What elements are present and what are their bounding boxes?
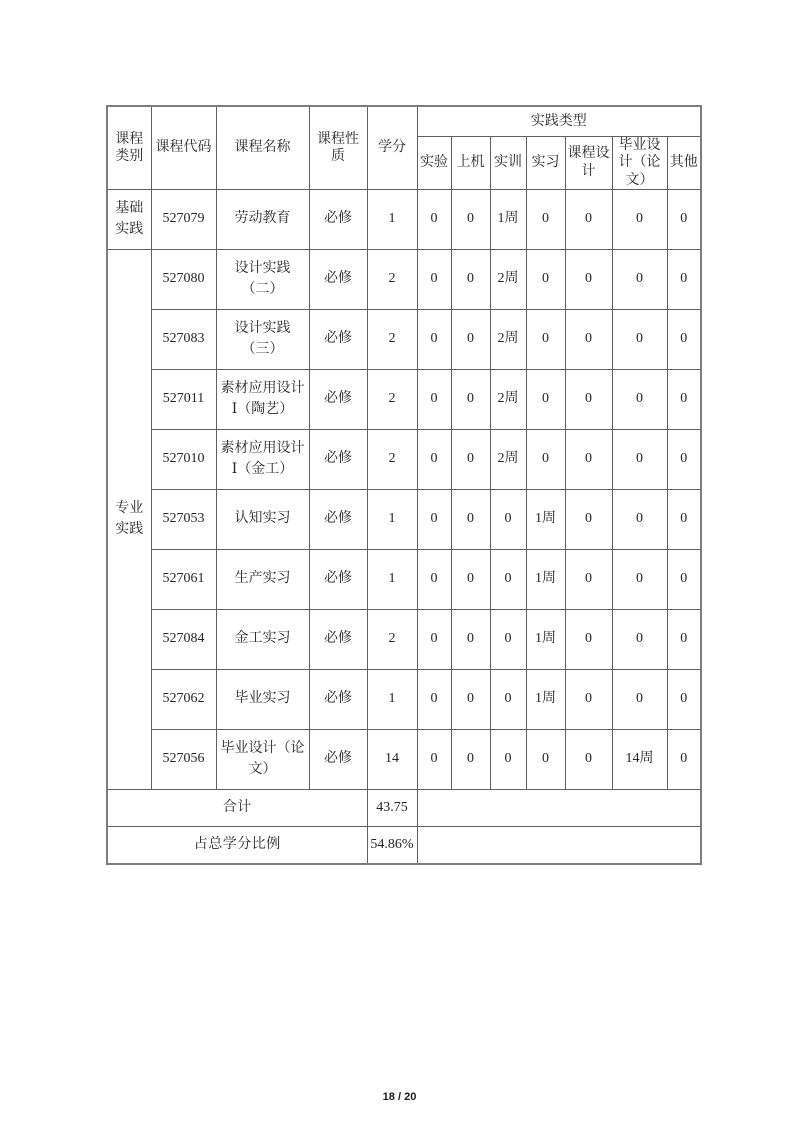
practice-cell: 0 [417,250,451,310]
practice-cell: 0 [565,610,612,670]
practice-cell: 0 [417,670,451,730]
table-row [107,730,701,790]
practice-cell: 0 [612,250,667,310]
practice-cell: 2周 [490,250,526,310]
practice-cell: 0 [451,310,490,370]
practice-cell: 0 [490,730,526,790]
credits-cell: 1 [367,670,417,730]
practice-cell: 0 [490,610,526,670]
course-name-cell: 毕业实习 [216,670,309,730]
nature-cell: 必修 [309,190,367,250]
nature-cell: 必修 [309,370,367,430]
course-code-cell: 527079 [151,190,216,250]
practice-cell: 0 [667,310,701,370]
practice-cell: 0 [667,730,701,790]
practice-cell: 0 [565,550,612,610]
practice-cell: 0 [565,430,612,490]
course-code-cell: 527083 [151,310,216,370]
course-name-cell: 生产实习 [216,550,309,610]
credits-cell: 2 [367,430,417,490]
header-other: 其他 [667,136,701,190]
credits-cell: 1 [367,550,417,610]
course-name-cell: 设计实践（三） [216,310,309,370]
practice-cell: 1周 [490,190,526,250]
practice-cell: 0 [612,190,667,250]
ratio-empty-cell [417,827,701,864]
practice-cell: 0 [667,370,701,430]
course-name-cell: 劳动教育 [216,190,309,250]
header-graduation-design: 毕业设计（论文） [612,136,667,190]
practice-cell: 0 [565,490,612,550]
table-row [107,550,701,610]
practice-cell: 0 [526,250,565,310]
practice-cell: 0 [612,550,667,610]
practice-cell: 0 [451,250,490,310]
practice-cell: 0 [451,190,490,250]
header-internship: 实习 [526,136,565,190]
ratio-credits-cell: 54.86% [367,827,417,864]
header-course-category: 课程类别 [107,106,151,190]
header-experiment: 实验 [417,136,451,190]
table-row [107,310,701,370]
practice-cell: 0 [565,310,612,370]
practice-cell: 0 [417,730,451,790]
practice-cell: 1周 [526,610,565,670]
ratio-row [107,827,701,864]
practice-course-table [106,105,702,865]
course-code-cell: 527062 [151,670,216,730]
practice-cell: 0 [451,550,490,610]
practice-cell: 0 [490,670,526,730]
course-code-cell: 527061 [151,550,216,610]
course-code-cell: 527010 [151,430,216,490]
practice-cell: 0 [565,730,612,790]
practice-cell: 0 [667,430,701,490]
practice-cell: 0 [451,490,490,550]
total-row [107,790,701,827]
total-empty-cell [417,790,701,827]
practice-cell: 0 [526,430,565,490]
practice-cell: 0 [612,370,667,430]
practice-cell: 0 [667,550,701,610]
table-row [107,610,701,670]
practice-cell: 0 [565,670,612,730]
header-course-nature: 课程性质 [309,106,367,190]
practice-cell: 0 [417,430,451,490]
header-training: 实训 [490,136,526,190]
practice-cell: 0 [667,250,701,310]
table-row [107,250,701,310]
nature-cell: 必修 [309,310,367,370]
table-header-row-group [107,106,701,136]
category-cell: 专业实践 [107,250,151,790]
practice-cell: 0 [565,190,612,250]
practice-cell: 0 [526,370,565,430]
practice-cell: 0 [526,730,565,790]
practice-cell: 0 [451,430,490,490]
nature-cell: 必修 [309,670,367,730]
header-course-name: 课程名称 [216,106,309,190]
practice-cell: 0 [612,310,667,370]
nature-cell: 必修 [309,550,367,610]
ratio-label-cell: 占总学分比例 [107,827,367,864]
course-code-cell: 527053 [151,490,216,550]
practice-cell: 0 [451,610,490,670]
practice-cell: 2周 [490,370,526,430]
practice-cell: 1周 [526,550,565,610]
course-code-cell: 527056 [151,730,216,790]
practice-cell: 0 [612,670,667,730]
header-practice-type-group: 实践类型 [417,106,701,136]
practice-cell: 0 [417,550,451,610]
practice-cell: 0 [451,730,490,790]
table-row [107,190,701,250]
course-name-cell: 认知实习 [216,490,309,550]
practice-cell: 1周 [526,490,565,550]
course-name-cell: 素材应用设计Ⅰ（金工） [216,430,309,490]
table-row [107,430,701,490]
course-name-cell: 设计实践（二） [216,250,309,310]
practice-cell: 0 [417,610,451,670]
category-cell: 基础实践 [107,190,151,250]
course-name-cell: 金工实习 [216,610,309,670]
practice-cell: 2周 [490,430,526,490]
practice-cell: 0 [490,550,526,610]
practice-cell: 0 [667,610,701,670]
practice-cell: 0 [667,670,701,730]
credits-cell: 2 [367,250,417,310]
practice-cell: 0 [612,490,667,550]
credits-cell: 1 [367,490,417,550]
practice-cell: 0 [451,670,490,730]
practice-cell: 14周 [612,730,667,790]
practice-cell: 0 [667,190,701,250]
nature-cell: 必修 [309,730,367,790]
practice-cell: 0 [667,490,701,550]
header-credits: 学分 [367,106,417,190]
practice-cell: 2周 [490,310,526,370]
total-credits-cell: 43.75 [367,790,417,827]
table-row [107,670,701,730]
nature-cell: 必修 [309,250,367,310]
total-label-cell: 合计 [107,790,367,827]
practice-cell: 0 [612,610,667,670]
header-course-design: 课程设计 [565,136,612,190]
practice-cell: 0 [612,430,667,490]
course-name-cell: 毕业设计（论文） [216,730,309,790]
header-course-code: 课程代码 [151,106,216,190]
practice-cell: 0 [490,490,526,550]
practice-cell: 0 [451,370,490,430]
header-computer: 上机 [451,136,490,190]
nature-cell: 必修 [309,430,367,490]
practice-cell: 0 [417,490,451,550]
course-code-cell: 527080 [151,250,216,310]
practice-cell: 0 [417,190,451,250]
practice-cell: 0 [526,190,565,250]
practice-cell: 0 [565,250,612,310]
course-code-cell: 527011 [151,370,216,430]
practice-cell: 0 [526,310,565,370]
practice-cell: 0 [417,370,451,430]
credits-cell: 2 [367,610,417,670]
page-number: 18 / 20 [382,1091,417,1103]
table-row [107,370,701,430]
credits-cell: 2 [367,310,417,370]
credits-cell: 1 [367,190,417,250]
practice-cell: 0 [565,370,612,430]
course-name-cell: 素材应用设计Ⅰ（陶艺） [216,370,309,430]
practice-cell: 0 [417,310,451,370]
credits-cell: 2 [367,370,417,430]
practice-cell: 1周 [526,670,565,730]
credits-cell: 14 [367,730,417,790]
table-row [107,490,701,550]
nature-cell: 必修 [309,490,367,550]
nature-cell: 必修 [309,610,367,670]
course-code-cell: 527084 [151,610,216,670]
